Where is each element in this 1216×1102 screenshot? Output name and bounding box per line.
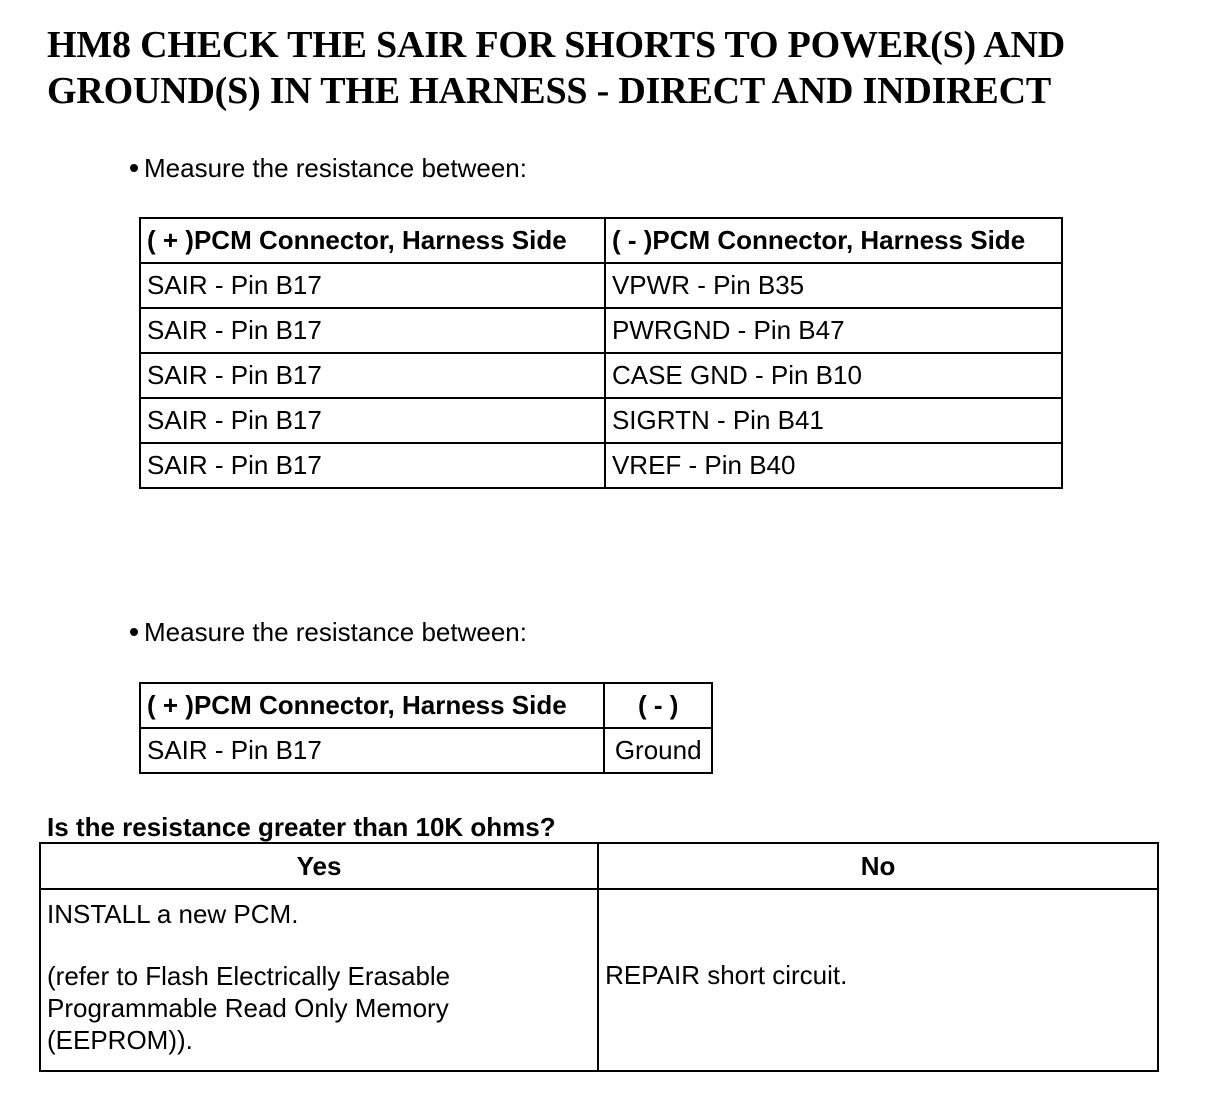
negative-header: ( - ) bbox=[604, 683, 712, 728]
table-row bbox=[140, 398, 1062, 443]
positive-cell: SAIR - Pin B17 bbox=[140, 308, 605, 353]
table-row bbox=[140, 263, 1062, 308]
table-header-row bbox=[140, 218, 1062, 263]
table-row bbox=[140, 308, 1062, 353]
negative-header: ( - )PCM Connector, Harness Side bbox=[605, 218, 1062, 263]
no-header: No bbox=[598, 843, 1158, 889]
table-header-row bbox=[140, 683, 712, 728]
table-row bbox=[140, 728, 712, 773]
negative-cell: PWRGND - Pin B47 bbox=[605, 308, 1062, 353]
negative-cell: Ground bbox=[604, 728, 712, 773]
negative-cell: VREF - Pin B40 bbox=[605, 443, 1062, 488]
instruction-2 bbox=[130, 617, 527, 647]
table-row bbox=[40, 889, 1158, 1071]
resistance-table-pins bbox=[139, 217, 1063, 489]
bullet-icon bbox=[130, 164, 138, 172]
table-row bbox=[140, 443, 1062, 488]
positive-cell: SAIR - Pin B17 bbox=[140, 728, 604, 773]
positive-header: ( + )PCM Connector, Harness Side bbox=[140, 683, 604, 728]
decision-table bbox=[39, 842, 1159, 1072]
decision-question: Is the resistance greater than 10K ohms? bbox=[47, 812, 556, 842]
instruction-2-text: Measure the resistance between: bbox=[144, 617, 527, 647]
negative-cell: CASE GND - Pin B10 bbox=[605, 353, 1062, 398]
table-header-row bbox=[40, 843, 1158, 889]
no-action: REPAIR short circuit. bbox=[598, 889, 1158, 1071]
positive-cell: SAIR - Pin B17 bbox=[140, 443, 605, 488]
yes-header: Yes bbox=[40, 843, 598, 889]
positive-cell: SAIR - Pin B17 bbox=[140, 263, 605, 308]
positive-cell: SAIR - Pin B17 bbox=[140, 353, 605, 398]
yes-note: (refer to Flash Electrically Erasable Programmable Read Only Memory (EEPROM)). bbox=[47, 961, 451, 1055]
page-title: HM8 CHECK THE SAIR FOR SHORTS TO POWER(S) AND GROUND(S) IN THE HARNESS - DIRECT AND INDIRECT bbox=[47, 24, 1065, 112]
yes-action: INSTALL a new PCM. bbox=[47, 899, 299, 929]
table-row bbox=[140, 353, 1062, 398]
negative-cell: VPWR - Pin B35 bbox=[605, 263, 1062, 308]
yes-cell bbox=[40, 889, 598, 1071]
positive-cell: SAIR - Pin B17 bbox=[140, 398, 605, 443]
instruction-1-text: Measure the resistance between: bbox=[144, 153, 527, 183]
instruction-1 bbox=[130, 153, 527, 183]
resistance-table-ground bbox=[139, 682, 713, 774]
negative-cell: SIGRTN - Pin B41 bbox=[605, 398, 1062, 443]
positive-header: ( + )PCM Connector, Harness Side bbox=[140, 218, 605, 263]
bullet-icon bbox=[130, 628, 138, 636]
